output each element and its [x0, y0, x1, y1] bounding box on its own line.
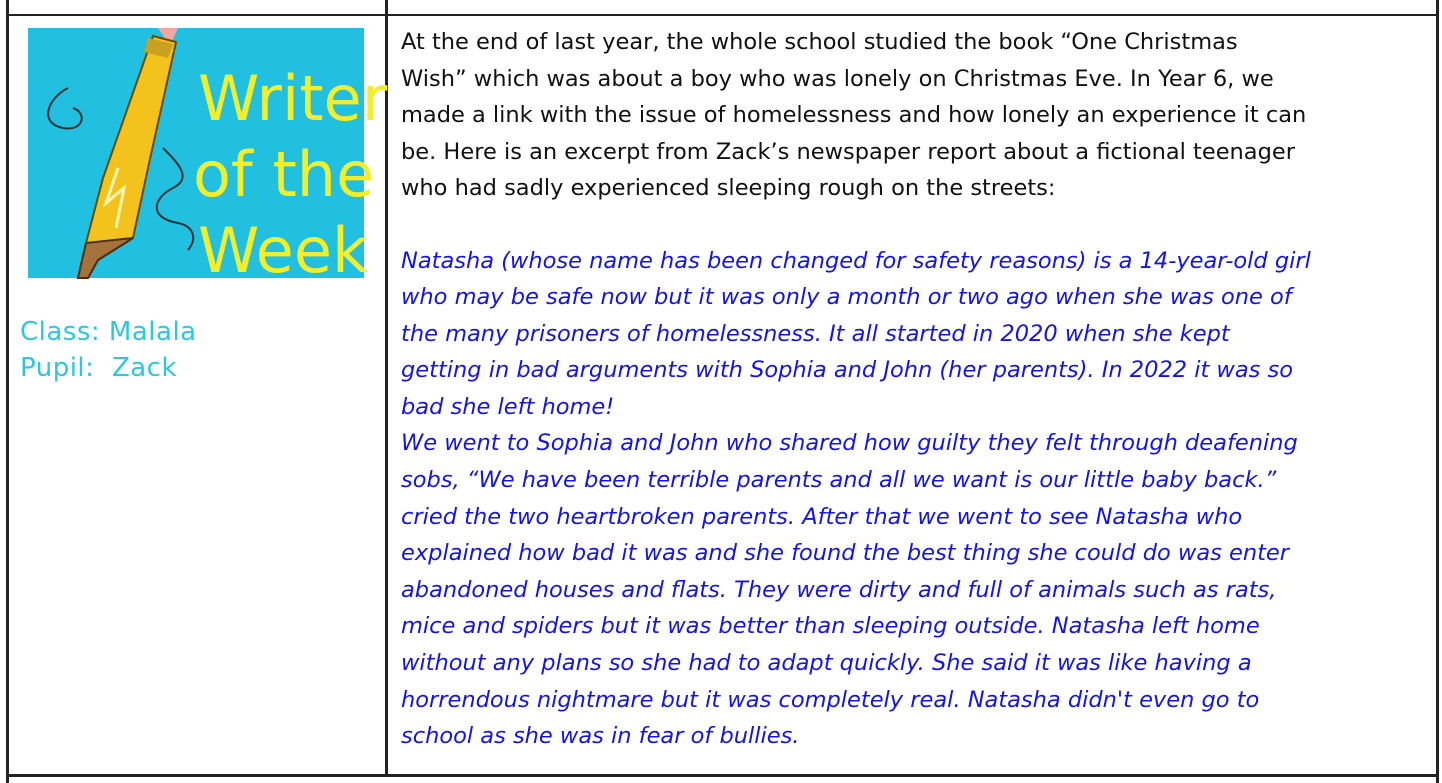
table-right-border — [1436, 0, 1439, 783]
pencil-icon — [28, 28, 388, 287]
intro-paragraph: At the end of last year, the whole school studied the book “One Christmas Wish” which was about a boy who was lonely on Christmas Eve. In Year 6, we made a link with the issue of homelessness and how lonely an experience it can be. Here is an excerpt from Zack’s newspaper report about a fictional teenager who had sadly experienced sleeping rough on the streets: — [401, 29, 1307, 201]
writer-of-the-week-badge — [28, 28, 388, 287]
badge-line-3: Week — [198, 214, 368, 287]
class-label: Class: Malala — [20, 317, 197, 347]
badge-line-1: Writer — [198, 62, 388, 135]
pupil-info — [20, 314, 197, 386]
excerpt-paragraph: Natasha (whose name has been changed for safety reasons) is a 14-year-old girl who may be safe now but it was only a month or two ago when she was one of the many prisoners of homelessness. It all started in 2020 when she kept getting in bad arguments with Sophia and John (her parents). In 2022 it was so bad she left home! We went to Sophia and John who shared how guilty they felt through deafening sobs, “We have been terrible parents and all we want is our little baby back.” cried the two heartbroken parents. After that we went to see Natasha who explained how bad it was and she found the best thing she could do was enter abandoned houses and flats. They were dirty and full of animals such as rats, mice and spiders but it was better than sleeping outside. Natasha left home without any plans so she had to adapt quickly. She said it was like having a horrendous nightmare but it was completely real. Natasha didn't even go to school as she was in fear of bullies. — [401, 247, 1311, 750]
table-row-divider-top — [6, 14, 1439, 16]
table-left-border — [6, 0, 9, 783]
article-content — [401, 24, 1431, 755]
badge-line-2: of the — [193, 138, 375, 211]
table-row-divider-bottom — [6, 774, 1439, 777]
pupil-label: Pupil: Zack — [20, 353, 178, 383]
